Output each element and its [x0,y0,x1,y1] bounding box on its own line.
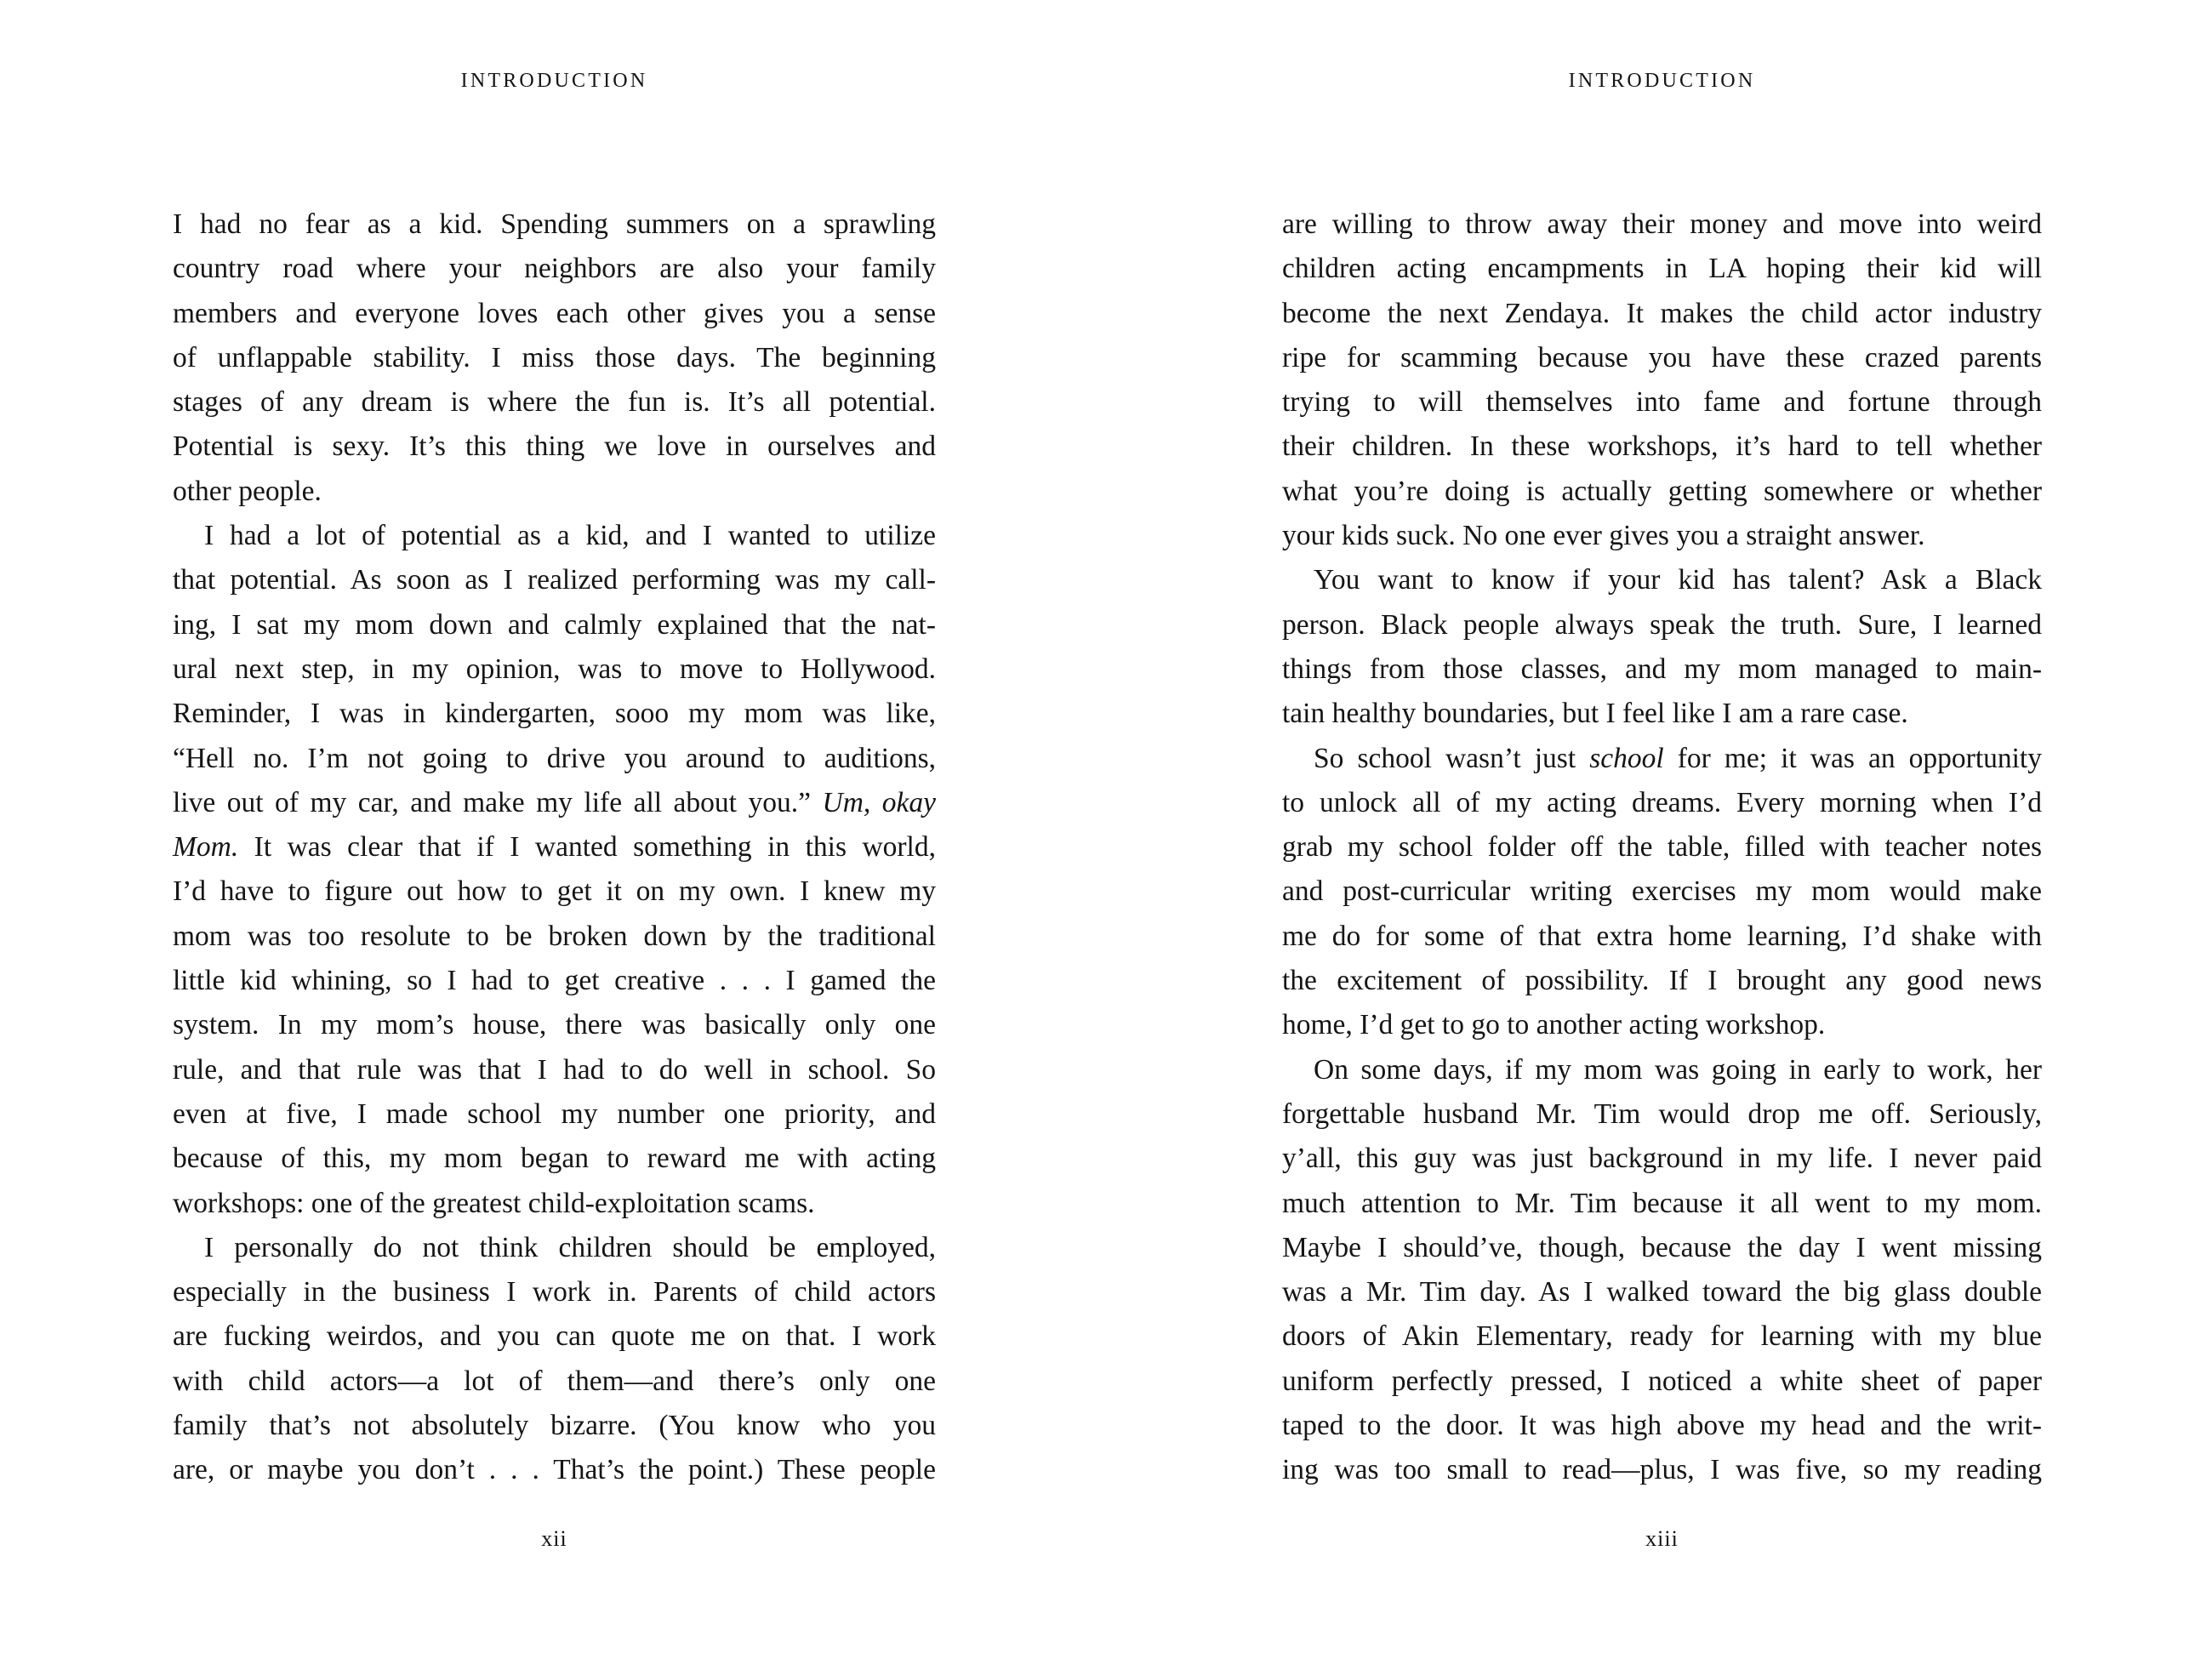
text-line [1282,470,2042,514]
text-segment: their children. In these workshops, it’s hard to tell whether [1282,430,2042,463]
text-line [173,1226,936,1270]
text-line [173,470,936,514]
text-line [173,737,936,781]
text-segment: I’d have to figure out how to get it on my own. I knew my [173,875,936,908]
text-segment: person. Black people always speak the truth. Sure, I learned [1282,608,2042,641]
text-segment: I personally do not think children should be employed, [204,1231,936,1263]
text-segment: You want to know if your kid has talent? Ask a Black [1314,564,2042,596]
text-segment: the excitement of possibility. If I brought any good news [1282,965,2042,997]
text-line [1282,959,2042,1003]
text-line [1282,292,2042,336]
text-segment: So school wasn’t just [1314,742,1590,774]
text-segment: On some days, if my mom was going in early to work, her [1314,1053,2042,1086]
text-line [173,781,936,825]
text-line [173,1360,936,1404]
text-segment: your kids suck. No one ever gives you a straight answer. [1282,520,1925,552]
text-line [1282,1137,2042,1181]
text-line [173,425,936,469]
text-segment: doors of Akin Elementary, ready for learning with my blue [1282,1320,2042,1353]
text-line [173,1048,936,1092]
text-line [1282,1182,2042,1226]
text-segment: things from those classes, and my mom managed to main- [1282,653,2042,685]
right-page [1282,0,2042,1659]
text-segment: children acting encampments in LA hoping their kid will [1282,253,2042,285]
left-page [173,0,936,1659]
text-segment: and post-curricular writing exercises my mom would make [1282,875,2042,908]
text-segment: are willing to throw away their money and move into weird [1282,208,2042,240]
text-segment: ripe for scamming because you have these crazed parents [1282,341,2042,373]
text-segment: me do for some of that extra home learning, I’d shake with [1282,920,2042,952]
text-line [173,1404,936,1448]
text-segment: little kid whining, so I had to get creative . . . I gamed the [173,965,936,997]
text-line [1282,1314,2042,1359]
text-line [1282,425,2042,469]
page-number-right: xiii [1645,1526,1679,1551]
running-head-left: INTRODUCTION [460,70,648,92]
text-line [1282,1226,2042,1270]
text-segment: I had no fear as a kid. Spending summers on a sprawling [173,208,936,240]
text-segment: even at five, I made school my number one priority, and [173,1097,936,1130]
text-line [1282,825,2042,869]
text-segment: was a Mr. Tim day. As I walked toward the big glass double [1282,1276,2042,1308]
text-segment: Maybe I should’ve, though, because the day I went missing [1282,1231,2042,1263]
text-line [173,1448,936,1492]
text-segment: grab my school folder off the table, filled with teacher notes [1282,831,2042,864]
text-line [1282,1448,2042,1492]
text-line [1282,336,2042,380]
running-head-right: INTRODUCTION [1568,70,1756,92]
text-segment: of unflappable stability. I miss those days. The beginning [173,341,936,373]
text-segment: what you’re doing is actually getting somewhere or whether [1282,475,2042,507]
text-line [173,959,936,1003]
text-segment: much attention to Mr. Tim because it all went to my mom. [1282,1187,2042,1219]
text-segment: with child actors—a lot of them—and there’s only one [173,1365,936,1397]
text-segment: taped to the door. It was high above my head and the writ- [1282,1410,2042,1442]
text-segment: It was clear that if I wanted something in this world, [238,831,936,864]
text-segment: trying to will themselves into fame and fortune through [1282,386,2042,419]
text-line [1282,1092,2042,1137]
text-line [173,1092,936,1137]
text-segment: become the next Zendaya. It makes the child actor industry [1282,297,2042,329]
text-segment: live out of my car, and make my life all about you.” [173,786,823,818]
text-line [1282,380,2042,425]
text-line [1282,1048,2042,1092]
text-line [1282,1360,2042,1404]
text-segment: that potential. As soon as I realized performing was my call- [173,564,936,596]
text-line [1282,647,2042,692]
text-segment: workshops: one of the greatest child-exploitation scams. [173,1187,815,1219]
page-number-left: xii [541,1526,567,1551]
text-line [1282,1003,2042,1047]
right-page-body-text [1282,202,2042,1493]
text-segment: y’all, this guy was just background in my life. I never paid [1282,1143,2042,1175]
text-line [1282,737,2042,781]
text-segment: to unlock all of my acting dreams. Every morning when I’d [1282,786,2042,818]
text-line [1282,558,2042,602]
text-line [1282,781,2042,825]
text-line [1282,514,2042,558]
italic-text-segment: Mom. [173,831,239,864]
text-line [1282,247,2042,291]
text-segment: family that’s not absolutely bizarre. (You know who you [173,1410,936,1442]
text-segment: tain healthy boundaries, but I feel like I am a rare case. [1282,698,1908,730]
text-line [173,514,936,558]
text-segment: for me; it was an opportunity [1663,742,2042,774]
text-segment: members and everyone loves each other gives you a sense [173,297,936,329]
text-line [173,336,936,380]
italic-text-segment: Um, okay [822,786,937,818]
text-line [1282,1404,2042,1448]
text-line [173,825,936,869]
text-line [173,380,936,425]
text-line [173,202,936,247]
text-segment: other people. [173,475,322,507]
text-line [173,692,936,736]
text-line [173,603,936,647]
text-line [173,647,936,692]
text-line [173,1137,936,1181]
text-line [1282,869,2042,914]
text-segment: because of this, my mom began to reward me with acting [173,1143,936,1175]
text-segment: ural next step, in my opinion, was to move to Hollywood. [173,653,936,685]
text-line [1282,692,2042,736]
text-segment: Potential is sexy. It’s this thing we love in ourselves and [173,430,936,463]
text-line [173,915,936,959]
text-segment: rule, and that rule was that I had to do well in school. So [173,1053,936,1086]
text-segment: especially in the business I work in. Parents of child actors [173,1276,936,1308]
text-line [173,558,936,602]
text-segment: ing, I sat my mom down and calmly explained that the nat- [173,608,936,641]
text-segment: are, or maybe you don’t . . . That’s the point.) These people [173,1454,936,1486]
text-segment: are fucking weirdos, and you can quote me on that. I work [173,1320,936,1353]
text-line [173,1003,936,1047]
text-line [1282,915,2042,959]
text-segment: uniform perfectly pressed, I noticed a white sheet of paper [1282,1365,2042,1397]
text-segment: Reminder, I was in kindergarten, sooo my mom was like, [173,698,936,730]
text-line [173,247,936,291]
text-line [1282,202,2042,247]
text-segment: ing was too small to read—plus, I was five, so my reading [1282,1454,2042,1486]
text-segment: stages of any dream is where the fun is. It’s all potential. [173,386,936,419]
text-segment: forgettable husband Mr. Tim would drop me off. Seriously, [1282,1097,2042,1130]
text-line [173,292,936,336]
left-page-body-text [173,202,936,1493]
text-segment: home, I’d get to go to another acting workshop. [1282,1009,1826,1041]
text-line [173,1314,936,1359]
text-segment: mom was too resolute to be broken down by the traditional [173,920,936,952]
text-line [173,1270,936,1314]
text-segment: “Hell no. I’m not going to drive you around to auditions, [173,742,936,774]
italic-text-segment: school [1589,742,1664,774]
text-line [173,1182,936,1226]
text-line [1282,1270,2042,1314]
text-line [1282,603,2042,647]
text-segment: system. In my mom’s house, there was basically only one [173,1009,936,1041]
text-segment: I had a lot of potential as a kid, and I wanted to utilize [204,520,936,552]
text-segment: country road where your neighbors are also your family [173,253,936,285]
text-line [173,869,936,914]
